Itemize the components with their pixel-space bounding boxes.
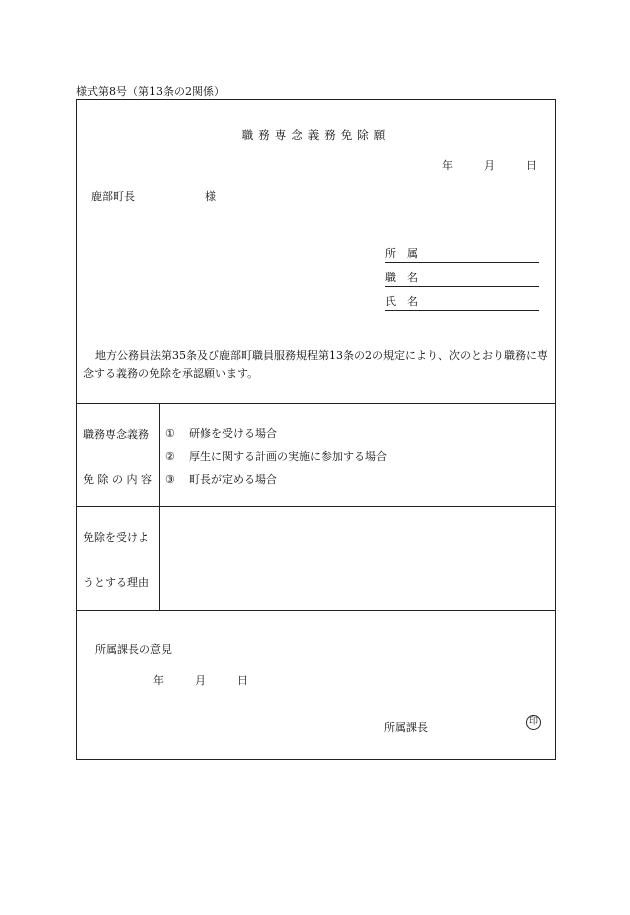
exemption-option-2[interactable] — [165, 448, 387, 464]
job-title-field[interactable] — [385, 270, 539, 287]
application-form-frame — [76, 99, 556, 760]
date-year: 年 — [153, 674, 164, 687]
reason-label-2: うとする理由 — [83, 576, 149, 589]
addressee — [91, 188, 216, 204]
request-body-text: 地方公務員法第35条及び鹿部町職員服務規程第13条の2の規定により、次のとおり職務に専念する義務の免除を承認願います。 — [83, 349, 548, 380]
date-month: 月 — [195, 674, 206, 687]
option-number: ① — [165, 427, 175, 440]
name-label: 氏名 — [385, 295, 429, 308]
date-day: 日 — [237, 674, 248, 687]
exemption-option-3[interactable] — [165, 471, 277, 487]
addressee-name: 鹿部町長 — [91, 190, 135, 203]
reason-input-area[interactable] — [167, 520, 547, 600]
option-text: 研修を受ける場合 — [189, 427, 277, 440]
name-field[interactable] — [385, 294, 539, 311]
addressee-honorific: 様 — [205, 190, 216, 203]
label-column-divider — [159, 403, 160, 610]
section-head-opinion-label: 所属課長の意見 — [95, 643, 172, 656]
seal-icon: 印 — [526, 715, 541, 730]
date-year: 年 — [442, 159, 453, 172]
divider-content — [77, 403, 555, 404]
exemption-content-label-2: 免 除 の 内 容 — [83, 473, 152, 486]
exemption-option-1[interactable] — [165, 425, 277, 441]
divider-opinion — [77, 610, 555, 611]
reason-label-1: 免除を受けよ — [83, 531, 149, 544]
option-number: ③ — [165, 473, 175, 486]
application-date — [442, 157, 537, 173]
option-text: 町長が定める場合 — [189, 473, 277, 486]
opinion-date — [153, 672, 248, 688]
option-number: ② — [165, 450, 175, 463]
divider-reason — [77, 506, 555, 507]
option-text: 厚生に関する計画の実施に参加する場合 — [189, 450, 387, 463]
date-day: 日 — [526, 159, 537, 172]
job-title-label: 職名 — [385, 271, 429, 284]
form-title: 職務専念義務免除願 — [241, 128, 391, 142]
exemption-content-label-1: 職務専念義務 — [83, 428, 149, 441]
form-number-label: 様式第8号（第13条の2関係） — [76, 85, 225, 98]
affiliation-field[interactable] — [385, 246, 539, 263]
date-month: 月 — [484, 159, 495, 172]
affiliation-label: 所属 — [385, 247, 429, 260]
section-head-signature-label: 所属課長 — [384, 721, 428, 734]
